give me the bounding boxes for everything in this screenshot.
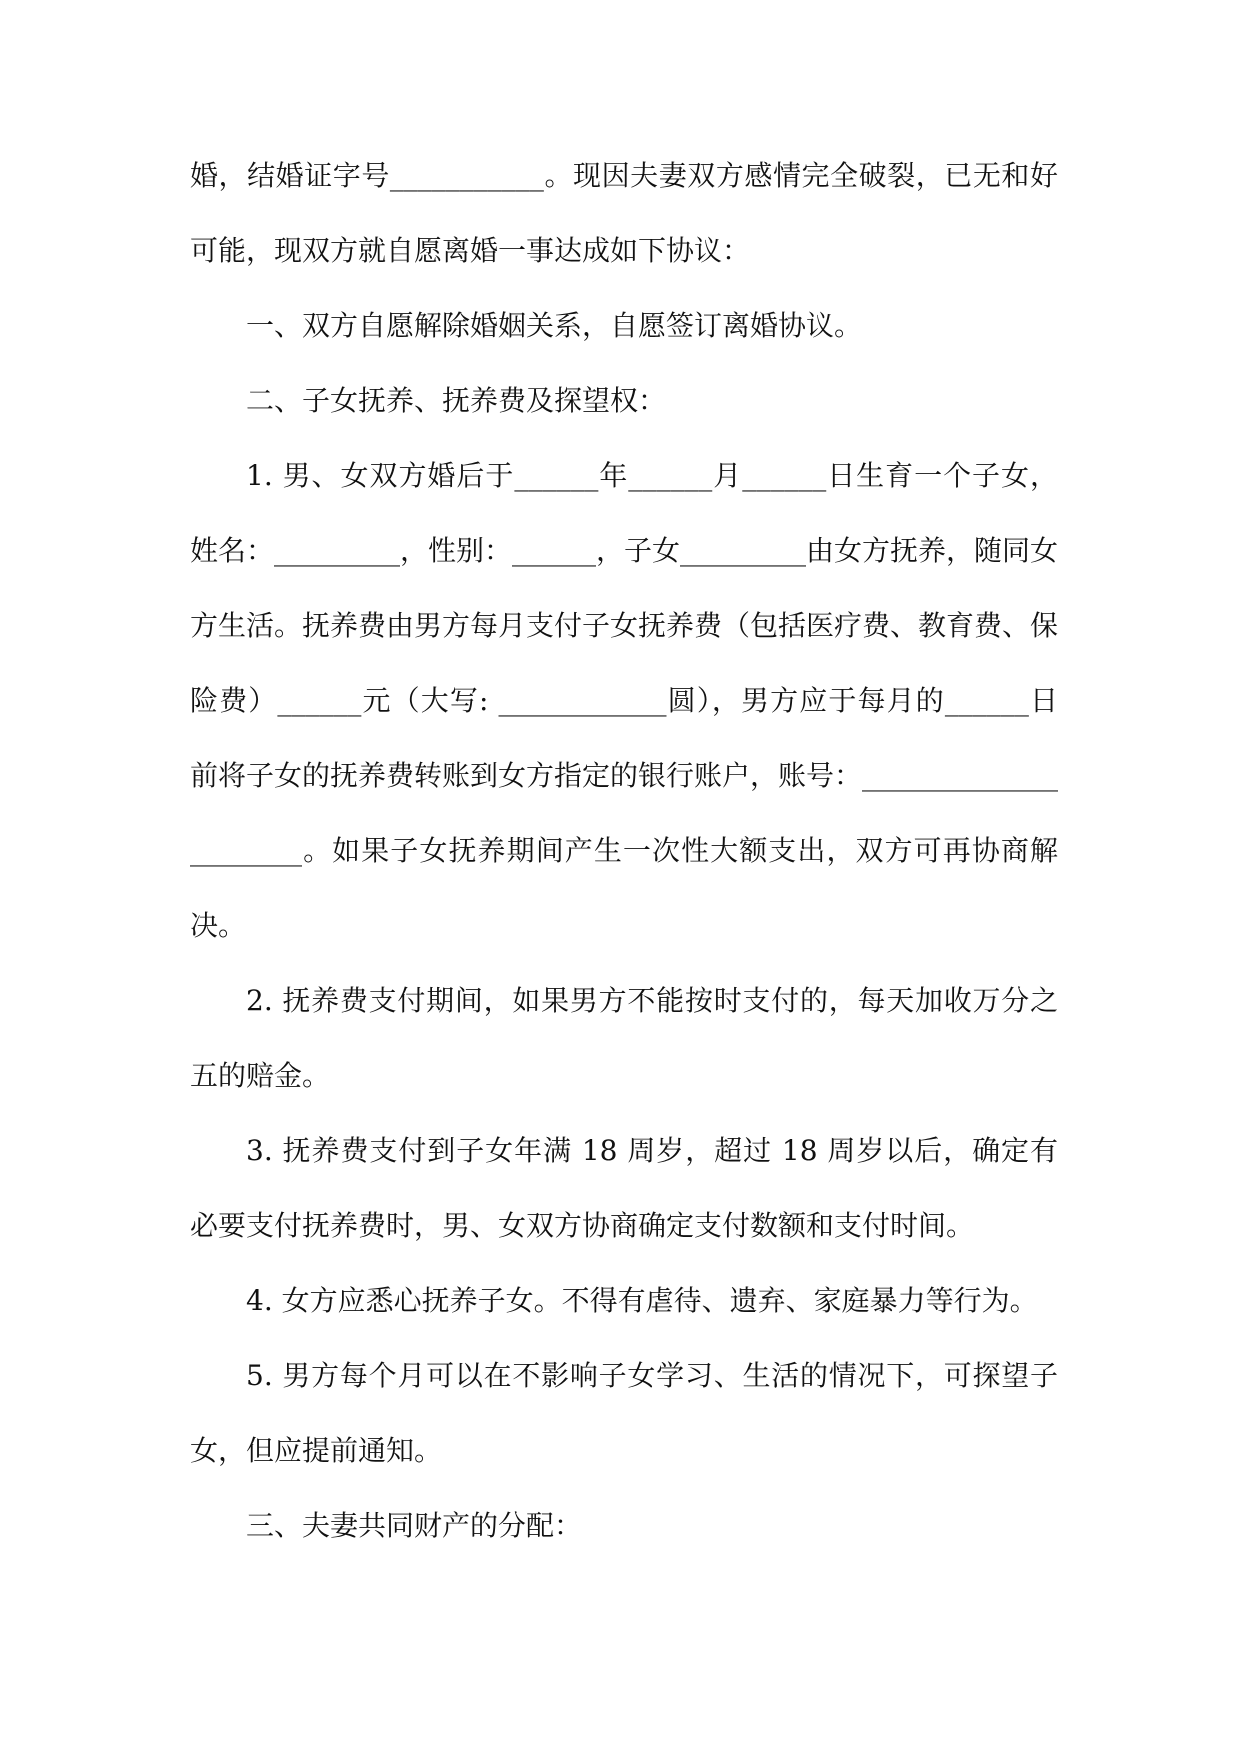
paragraph-continuation: 婚，结婚证字号___________。现因夫妻双方感情完全破裂，已无和好可能，现双方就自愿离婚一事达成如下协议： <box>190 159 1058 267</box>
clause-two-item-3: 3. 抚养费支付到子女年满 18 周岁，超过 18 周岁以后，确定有必要支付抚养费时，男、女双方协商确定支付数额和支付时间。 <box>190 1134 1058 1242</box>
clause-two-item-5: 5. 男方每个月可以在不影响子女学习、生活的情况下，可探望子女，但应提前通知。 <box>190 1359 1058 1467</box>
clause-two-item-1: 1. 男、女双方婚后于______年______月______日生育一个子女，姓名：_________，性别：______，子女_________由女方抚养，随同女方生活。抚养费由男方每月支付子女抚养费（包括医疗费、教育费、保险费）______元（大写: ____________圆），男方应于每月的______日前将子女的抚养费转账到女方指定的银行账户，账号：______________________。如果子女抚养期间产生一次性大额支出，双方可再协商解决。 <box>190 459 1059 942</box>
document-body <box>190 138 1058 1563</box>
clause-one: 一、双方自愿解除婚姻关系，自愿签订离婚协议。 <box>246 309 863 342</box>
clause-three-heading: 三、夫妻共同财产的分配： <box>246 1509 583 1542</box>
clause-two-item-2: 2. 抚养费支付期间，如果男方不能按时支付的，每天加收万分之五的赔金。 <box>190 984 1058 1092</box>
clause-two-item-4: 4. 女方应悉心抚养子女。不得有虐待、遗弃、家庭暴力等行为。 <box>246 1284 1038 1317</box>
clause-two-heading: 二、子女抚养、抚养费及探望权： <box>246 384 667 417</box>
